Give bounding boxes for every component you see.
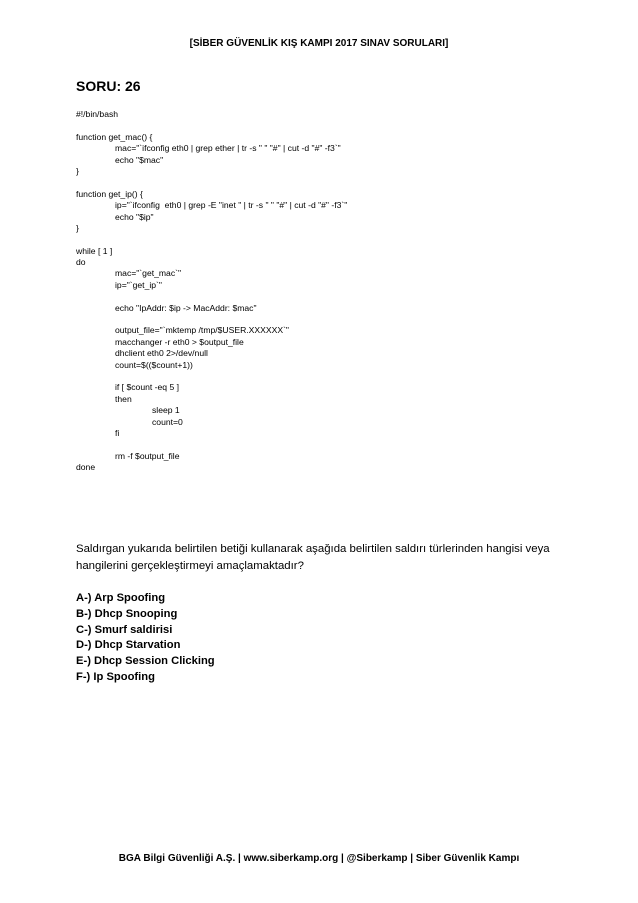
code-line: while [ 1 ] bbox=[76, 245, 113, 256]
answer-option: F-) Ip Spoofing bbox=[76, 670, 155, 683]
code-line bbox=[76, 371, 347, 382]
code-line: #!/bin/bash bbox=[76, 109, 119, 119]
code-line: mac="`ifconfig eth0 | grep ether | tr -s " " "#" | cut -d "#" -f3`" bbox=[115, 143, 341, 154]
code-line: done bbox=[76, 462, 96, 473]
code-line: function get_mac() { bbox=[76, 131, 153, 142]
code-block bbox=[76, 109, 347, 474]
code-line: rm -f $output_file bbox=[115, 450, 180, 461]
code-line: do bbox=[76, 257, 86, 268]
code-line: echo "$mac" bbox=[115, 154, 164, 165]
page-footer: BGA Bilgi Güvenliği A.Ş. | www.siberkamp.org | @Siberkamp | Siber Güvenlik Kampı bbox=[118, 853, 520, 864]
code-line: ip="`get_ip`" bbox=[115, 279, 162, 290]
question-title: SORU: 26 bbox=[76, 78, 141, 94]
answer-option: B-) Dhcp Snooping bbox=[76, 607, 178, 620]
code-line: echo "$ip" bbox=[115, 211, 154, 222]
code-line: count=0 bbox=[152, 416, 183, 427]
code-line: fi bbox=[115, 427, 120, 438]
page-header: [SİBER GÜVENLİK KIŞ KAMPI 2017 SINAV SORULARI] bbox=[189, 38, 449, 49]
answer-option: D-) Dhcp Starvation bbox=[76, 639, 181, 652]
code-line: echo "IpAddr: $ip -> MacAddr: $mac" bbox=[115, 302, 257, 313]
code-line bbox=[76, 439, 347, 450]
code-line bbox=[76, 234, 347, 245]
answer-option: E-) Dhcp Session Clicking bbox=[76, 655, 215, 668]
code-line bbox=[76, 120, 347, 131]
code-line: } bbox=[76, 222, 79, 233]
code-line: count=$(($count+1)) bbox=[115, 359, 193, 370]
code-line: function get_ip() { bbox=[76, 188, 143, 199]
code-line: sleep 1 bbox=[152, 405, 180, 416]
code-line bbox=[76, 177, 347, 188]
answer-options bbox=[76, 591, 215, 686]
code-line bbox=[76, 314, 347, 325]
question-text: Saldırgan yukarıda belirtilen betiği kullanarak aşağıda belirtilen saldırı türlerinden hangisi veya hangilerini gerçekleştirmeyi amaçlamaktadır? bbox=[76, 543, 550, 572]
code-line: mac="`get_mac`" bbox=[115, 268, 182, 279]
code-line: } bbox=[76, 165, 79, 176]
code-line bbox=[76, 291, 347, 302]
code-line: ip="`ifconfig eth0 | grep -E "inet " | tr -s " " "#" | cut -d "#" -f3`" bbox=[115, 200, 348, 211]
code-line: output_file="`mktemp /tmp/$USER.XXXXXX`" bbox=[115, 325, 289, 336]
code-line: macchanger -r eth0 > $output_file bbox=[115, 336, 244, 347]
answer-option: A-) Arp Spoofing bbox=[76, 592, 166, 604]
code-line: if [ $count -eq 5 ] bbox=[115, 382, 180, 393]
code-line: dhclient eth0 2>/dev/null bbox=[115, 348, 208, 359]
code-line: then bbox=[115, 393, 132, 404]
answer-option: C-) Smurf saldirisi bbox=[76, 623, 173, 636]
